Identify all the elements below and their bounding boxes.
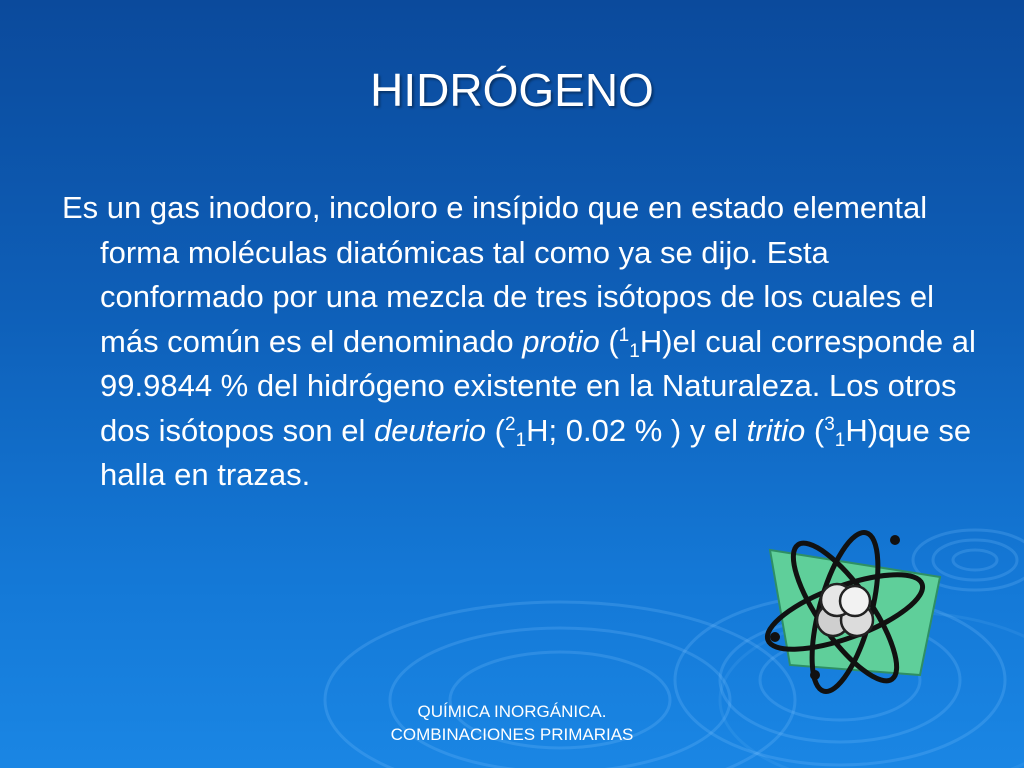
tritio-atomic-number: 1 [834, 429, 846, 451]
deuterio-term: deuterio [374, 412, 487, 448]
body-paragraph [62, 186, 1000, 498]
tritio-term: tritio [746, 412, 806, 448]
body-text-2: ( [599, 323, 619, 359]
body-text-1: Es un gas inodoro, incoloro e insípido que en estado elemental forma moléculas diatómicas tal como ya se dijo. Esta conformado por una mezcla de tres isótopos de los cuales el más común es el denominado [62, 190, 935, 359]
protio-mass-number: 1 [618, 324, 630, 346]
slide-footer [0, 700, 1024, 746]
tritio-mass-number: 3 [824, 413, 835, 435]
body-text-7: H)que se halla en trazas. [100, 412, 972, 492]
body-text-6: ( [805, 412, 825, 448]
footer-line-2: COMBINACIONES PRIMARIAS [390, 725, 634, 744]
body-text-5: H; 0.02 % ) y el [526, 412, 747, 448]
protio-term: protio [522, 323, 600, 359]
protio-atomic-number: 1 [629, 340, 640, 362]
body-text-3: H)el cual corresponde al 99.9844 % del hidrógeno existente en la Naturaleza. Los otros dos isótopos son el [100, 323, 976, 448]
atom-icon [745, 525, 955, 700]
body-text-4: ( [486, 412, 505, 448]
slide-title: HIDRÓGENO [370, 64, 654, 116]
deuterio-mass-number: 2 [504, 413, 516, 435]
deuterio-atomic-number: 1 [515, 429, 527, 451]
footer-line-1: QUÍMICA INORGÁNICA. [417, 702, 607, 721]
